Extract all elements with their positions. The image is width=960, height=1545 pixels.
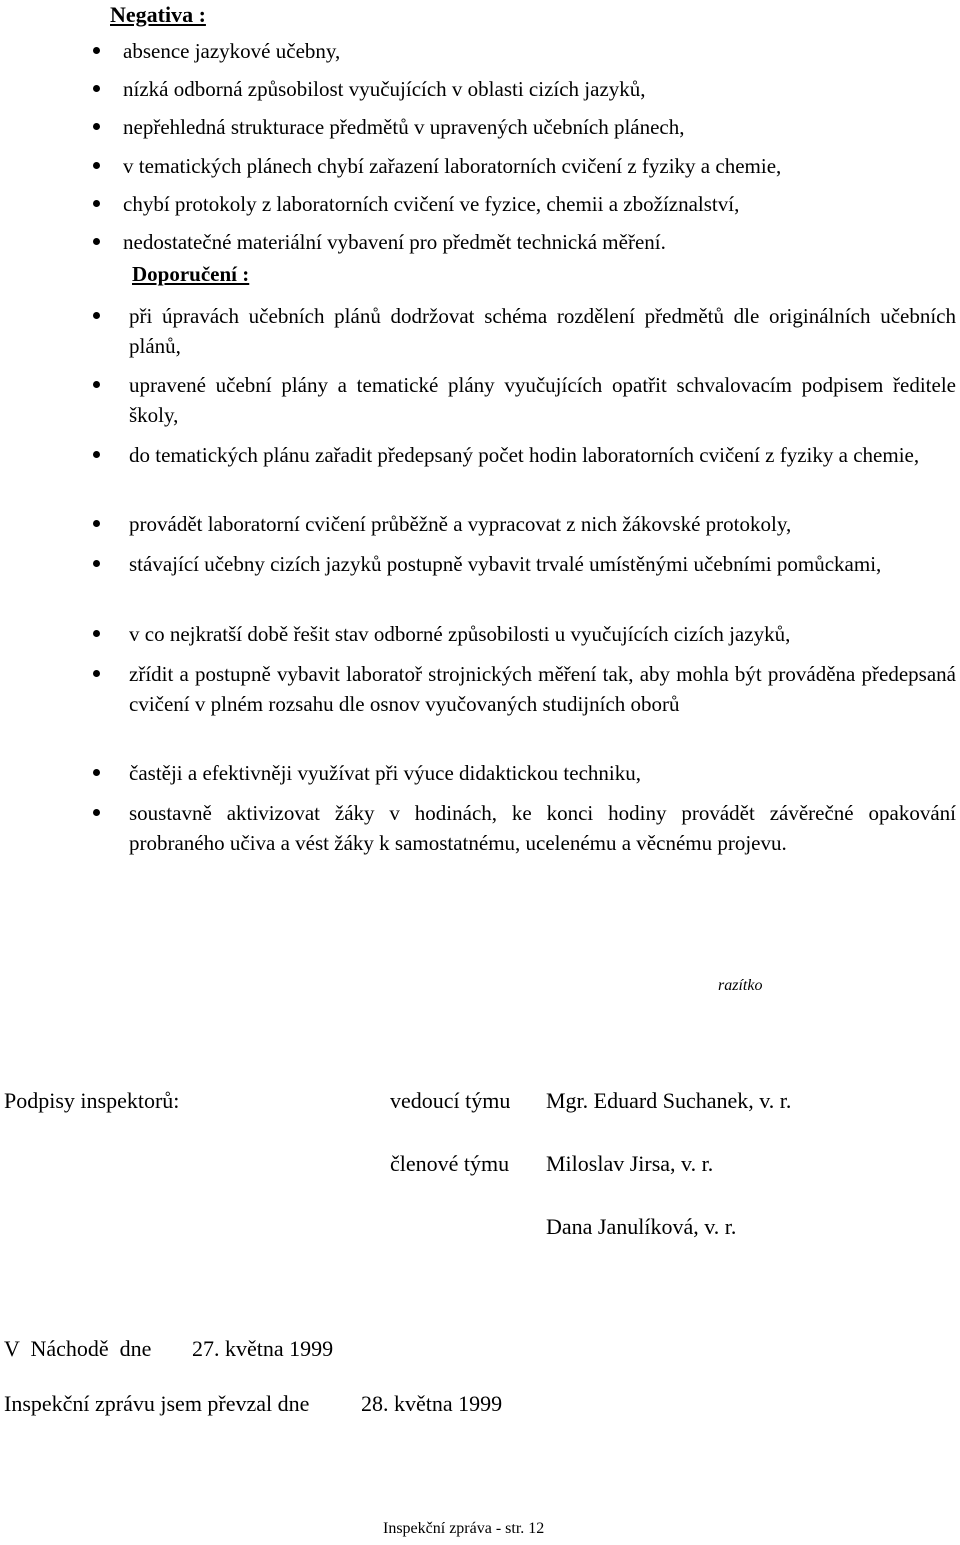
bullet-icon — [93, 769, 100, 776]
member-name-2: Dana Janulíková, v. r. — [546, 1214, 737, 1239]
received-label: Inspekční zprávu jsem převzal dne — [4, 1391, 310, 1416]
negativa-heading: Negativa : — [110, 2, 206, 27]
bullet-icon — [93, 809, 100, 816]
bullet-icon — [93, 162, 100, 169]
bullet-icon — [93, 630, 100, 637]
received-date: 28. května 1999 — [361, 1391, 503, 1416]
doporuceni-heading: Doporučení : — [132, 262, 250, 286]
bullet-icon — [93, 85, 100, 92]
bullet-icon — [93, 670, 100, 677]
leader-role: vedoucí týmu — [390, 1088, 511, 1113]
leader-name: Mgr. Eduard Suchanek, v. r. — [546, 1088, 792, 1113]
bullet-icon — [93, 47, 100, 54]
bullet-icon — [93, 381, 100, 388]
bullet-icon — [93, 451, 100, 458]
signatures-label: Podpisy inspektorů: — [4, 1088, 180, 1113]
stamp-label: razítko — [718, 977, 763, 994]
bullet-icon — [93, 312, 100, 319]
bullet-icon — [93, 238, 100, 245]
page-footer: Inspekční zpráva - str. 12 — [383, 1520, 545, 1537]
place-date: 27. května 1999 — [192, 1336, 334, 1361]
bullet-icon — [93, 520, 100, 527]
bullet-icon — [93, 123, 100, 130]
bullet-icon — [93, 200, 100, 207]
members-role: členové týmu — [390, 1151, 510, 1176]
member-name-1: Miloslav Jirsa, v. r. — [546, 1151, 714, 1176]
bullet-icon — [93, 560, 100, 567]
place-label: V Náchodě dne — [4, 1336, 152, 1361]
